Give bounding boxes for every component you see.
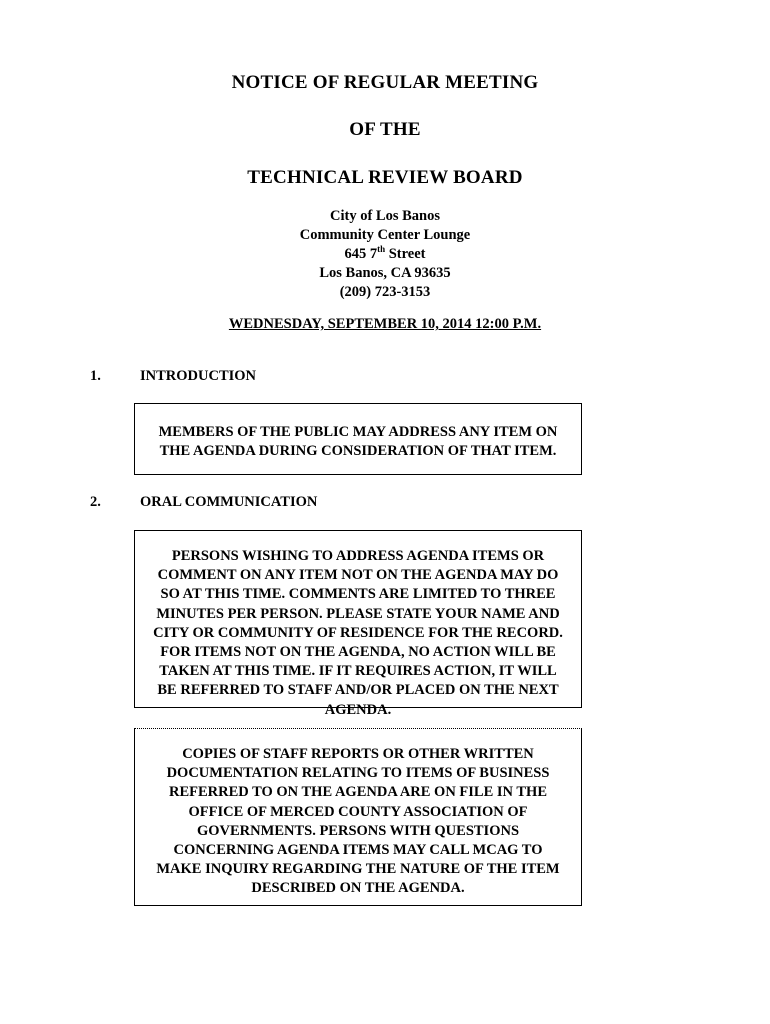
notice-line: THE AGENDA DURING CONSIDERATION OF THAT ITEM. (159, 443, 557, 459)
notice-line: FOR ITEMS NOT ON THE AGENDA, NO ACTION WILL BE (160, 644, 556, 661)
notice-line: COPIES OF STAFF REPORTS OR OTHER WRITTEN (182, 746, 534, 762)
public-address-notice (134, 403, 582, 475)
oral-communication-notice (134, 530, 582, 718)
street-name: Street (385, 246, 426, 262)
notice-line: COMMENT ON ANY ITEM NOT ON THE AGENDA MAY DO (157, 567, 559, 584)
notice-line: MEMBERS OF THE PUBLIC MAY ADDRESS ANY ITEM ON (158, 424, 558, 440)
meeting-datetime: WEDNESDAY, SEPTEMBER 10, 2014 12:00 P.M. (228, 316, 542, 332)
notice-line: GOVERNMENTS. PERSONS WITH QUESTIONS (196, 822, 520, 839)
section-number: 1. (90, 368, 101, 384)
notice-line: TAKEN AT THIS TIME. IF IT REQUIRES ACTION, IT WILL (159, 663, 557, 680)
notice-line: AGENDA. (324, 701, 392, 718)
section-label: INTRODUCTION (140, 368, 257, 384)
notice-line: BE REFERRED TO STAFF AND/OR PLACED ON THE NEXT (157, 682, 559, 699)
notice-line: CITY OR COMMUNITY OF RESIDENCE FOR THE RECORD. (153, 624, 563, 641)
address-street (0, 245, 770, 264)
address-org: City of Los Banos (330, 208, 440, 224)
notice-line: PERSONS WISHING TO ADDRESS AGENDA ITEMS OR (171, 548, 545, 564)
address-city: Los Banos, CA 93635 (319, 265, 451, 281)
address-phone: (209) 723-3153 (339, 284, 431, 300)
notice-line: MAKE INQUIRY REGARDING THE NATURE OF THE ITEM (156, 861, 560, 878)
street-number: 645 7 (344, 246, 378, 262)
address-venue: Community Center Lounge (299, 227, 471, 243)
notice-title-of-the: OF THE (349, 119, 421, 140)
notice-line: MINUTES PER PERSON. PLEASE STATE YOUR NAME AND (156, 605, 560, 622)
notice-title: NOTICE OF REGULAR MEETING (231, 72, 539, 93)
notice-line: SO AT THIS TIME. COMMENTS ARE LIMITED TO THREE (160, 586, 556, 603)
board-name: TECHNICAL REVIEW BOARD (247, 167, 523, 188)
section-number: 2. (90, 494, 101, 510)
notice-line: OFFICE OF MERCED COUNTY ASSOCIATION OF (188, 803, 528, 820)
section-label: ORAL COMMUNICATION (140, 494, 318, 510)
notice-line: REFERRED TO ON THE AGENDA ARE ON FILE IN THE (168, 784, 548, 801)
meeting-address-block (0, 207, 770, 302)
notice-line: DESCRIBED ON THE AGENDA. (251, 880, 465, 897)
notice-line: CONCERNING AGENDA ITEMS MAY CALL MCAG TO (173, 842, 543, 859)
street-ordinal: th (377, 244, 386, 254)
staff-reports-notice (134, 728, 582, 906)
notice-line: DOCUMENTATION RELATING TO ITEMS OF BUSINESS (166, 765, 550, 782)
